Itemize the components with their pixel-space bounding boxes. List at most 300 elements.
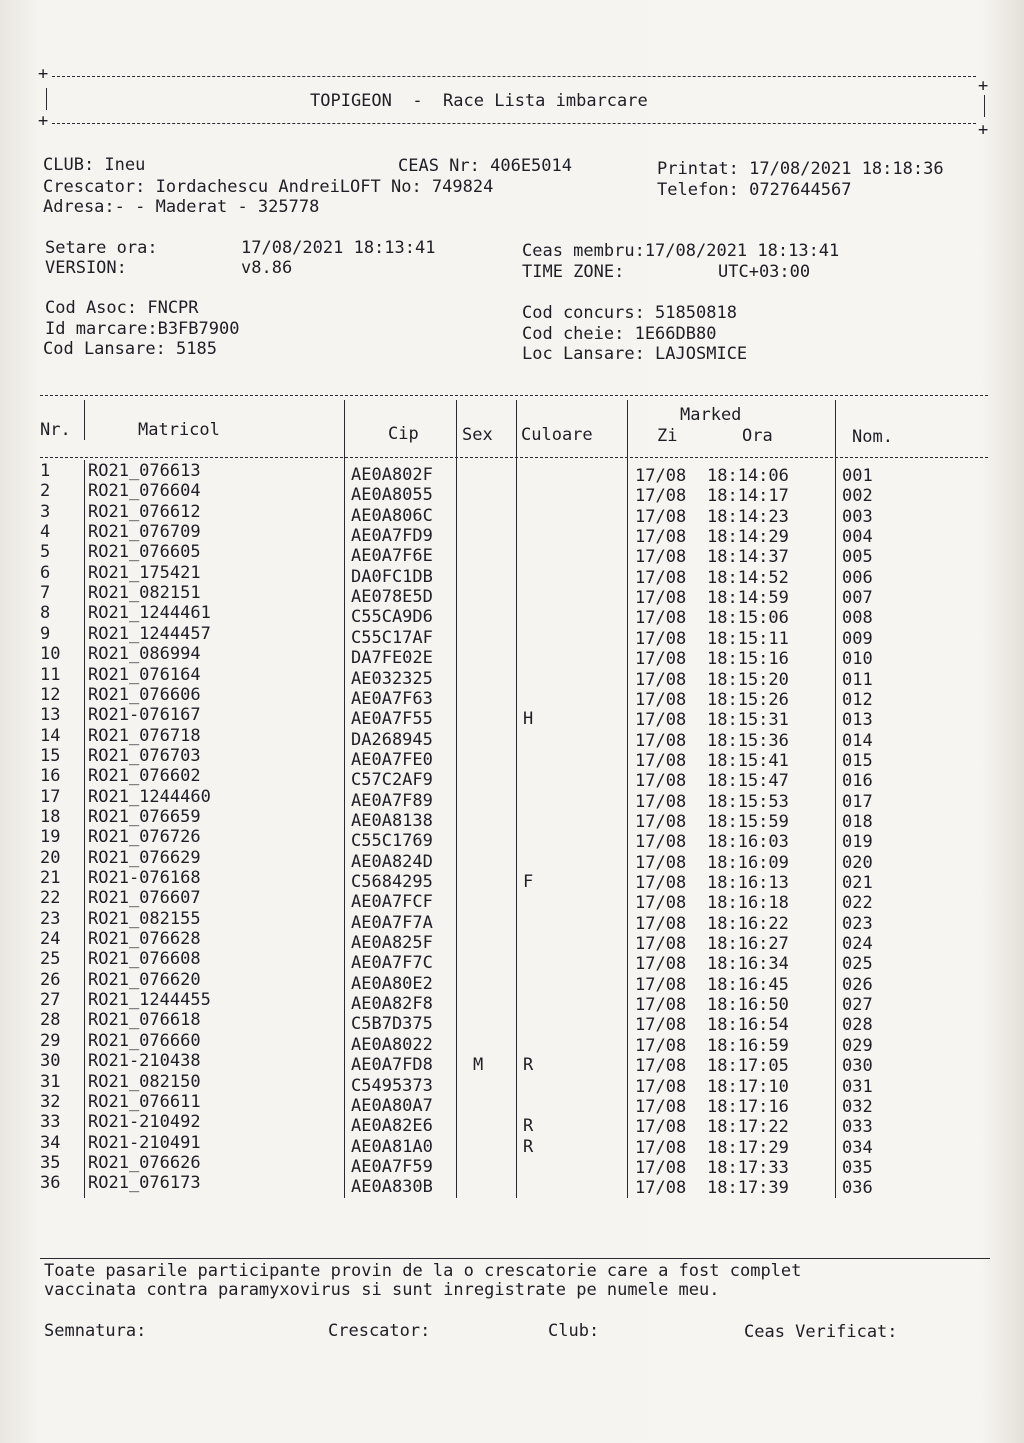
cell-nr: 22 xyxy=(40,888,61,909)
cell-zi: 17/08 xyxy=(635,567,687,588)
cell-culoare: R xyxy=(523,1055,534,1076)
cell-cip: AE0A82F8 xyxy=(351,994,433,1015)
cell-zi: 17/08 xyxy=(635,995,687,1016)
cell-nr: 20 xyxy=(40,847,61,868)
cell-ora: 18:16:22 xyxy=(707,913,789,934)
cell-ora: 18:15:11 xyxy=(707,628,789,649)
cell-nr: 10 xyxy=(40,644,61,665)
cell-nr: 13 xyxy=(40,705,61,726)
table-row xyxy=(0,990,1024,1016)
cell-zi: 17/08 xyxy=(635,1035,687,1056)
cell-nom: 033 xyxy=(842,1117,873,1138)
cell-cip: DA0FC1DB xyxy=(351,566,433,587)
cell-zi: 17/08 xyxy=(635,1178,687,1199)
cell-nr: 35 xyxy=(40,1152,61,1173)
cell-matricol: RO21_076659 xyxy=(88,806,201,827)
table-row xyxy=(0,766,1024,792)
cell-nom: 027 xyxy=(842,995,873,1016)
cell-cip: AE0A7F89 xyxy=(351,790,433,811)
cell-matricol: RO21_076620 xyxy=(88,969,201,990)
club-signature-label: Club: xyxy=(548,1321,600,1341)
cell-ora: 18:15:41 xyxy=(707,750,789,771)
cell-ora: 18:17:10 xyxy=(707,1076,789,1097)
cell-cip: AE0A802F xyxy=(351,465,433,485)
title-box-right-border xyxy=(984,95,985,117)
cell-ora: 18:14:29 xyxy=(707,527,789,548)
cell-nr: 28 xyxy=(40,1010,61,1031)
cell-cip: AE0A7FCF xyxy=(351,892,433,913)
club-field: CLUB: Ineu xyxy=(43,155,146,175)
header-culoare: Culoare xyxy=(521,425,593,445)
table-row xyxy=(0,623,1024,649)
header-ora: Ora xyxy=(742,426,773,446)
cell-nom: 034 xyxy=(842,1137,873,1158)
cell-culoare: R xyxy=(523,1136,534,1157)
cell-nom: 017 xyxy=(842,791,873,812)
cell-nom: 002 xyxy=(842,486,873,507)
cell-nr: 7 xyxy=(40,583,51,604)
title-box-bottom-border xyxy=(52,123,976,124)
time-zone-value: UTC+03:00 xyxy=(718,262,811,282)
cell-matricol: RO21_082155 xyxy=(88,908,201,929)
cell-nr: 17 xyxy=(40,786,61,807)
cell-ora: 18:16:50 xyxy=(707,995,789,1016)
cell-matricol: RO21_076628 xyxy=(88,929,201,950)
cell-nom: 020 xyxy=(842,852,873,873)
cell-nom: 009 xyxy=(842,628,873,649)
cell-cip: C5495373 xyxy=(351,1075,433,1096)
cell-cip: C55C17AF xyxy=(351,627,433,648)
cell-matricol: RO21_076718 xyxy=(88,725,201,746)
table-row xyxy=(0,969,1024,995)
cell-matricol: RO21_076626 xyxy=(88,1152,201,1173)
title-box-corner-bl: + xyxy=(38,111,49,131)
page-title: TOPIGEON - Race Lista imbarcare xyxy=(310,91,648,111)
cell-cip: AE0A830B xyxy=(351,1177,433,1198)
cell-zi: 17/08 xyxy=(635,506,687,527)
cell-nr: 26 xyxy=(40,969,61,990)
table-row xyxy=(0,501,1024,527)
cell-nr: 14 xyxy=(40,725,61,746)
cell-culoare: R xyxy=(523,1116,534,1137)
cell-ora: 18:15:53 xyxy=(707,791,789,812)
cell-matricol: RO21_076709 xyxy=(88,522,201,543)
cell-nr: 24 xyxy=(40,929,61,950)
cell-nom: 013 xyxy=(842,710,873,731)
cell-cip: AE0A81A0 xyxy=(351,1136,433,1157)
cell-cip: C5B7D375 xyxy=(351,1014,433,1035)
cell-nr: 19 xyxy=(40,827,61,848)
cell-cip: DA7FE02E xyxy=(351,648,433,669)
cell-nom: 019 xyxy=(842,832,873,853)
cell-ora: 18:17:05 xyxy=(707,1056,789,1077)
table-row xyxy=(0,868,1024,893)
cell-matricol: RO21_082150 xyxy=(88,1071,201,1092)
cell-matricol: RO21_076629 xyxy=(88,847,201,868)
cell-nr: 36 xyxy=(40,1173,61,1194)
cell-culoare: F xyxy=(523,872,534,892)
cell-nom: 035 xyxy=(842,1157,873,1178)
cell-ora: 18:15:36 xyxy=(707,730,789,751)
cell-zi: 17/08 xyxy=(635,1015,687,1036)
cell-ora: 18:17:33 xyxy=(707,1157,789,1178)
cell-zi: 17/08 xyxy=(635,791,687,812)
version-value: v8.86 xyxy=(241,258,293,278)
cell-nom: 018 xyxy=(842,811,873,832)
cell-cip: AE0A7F6E xyxy=(351,546,433,567)
vaccination-statement-line2: vaccinata contra paramyxovirus si sunt inregistrate pe numele meu. xyxy=(44,1280,720,1300)
cell-zi: 17/08 xyxy=(635,588,687,609)
cell-nr: 33 xyxy=(40,1112,61,1133)
table-row xyxy=(0,1091,1024,1117)
id-marcare-field: Id marcare:B3FB7900 xyxy=(45,319,240,339)
cell-nom: 030 xyxy=(842,1056,873,1077)
cell-nr: 25 xyxy=(40,949,61,970)
cell-ora: 18:16:59 xyxy=(707,1035,789,1056)
cell-ora: 18:17:29 xyxy=(707,1137,789,1158)
cell-nom: 023 xyxy=(842,913,873,934)
cell-matricol: RO21_076618 xyxy=(88,1010,201,1031)
cell-cip: AE0A82E6 xyxy=(351,1116,433,1137)
cell-matricol: RO21_1244455 xyxy=(88,990,211,1011)
title-box-top-border xyxy=(52,76,976,77)
cell-nom: 007 xyxy=(842,588,873,609)
cell-nr: 29 xyxy=(40,1030,61,1051)
cell-ora: 18:14:06 xyxy=(707,466,789,486)
cell-cip: AE0A7F7C xyxy=(351,953,433,974)
crescator-field: Crescator: Iordachescu AndreiLOFT No: 749824 xyxy=(43,177,494,197)
table-row xyxy=(0,745,1024,771)
table-row xyxy=(0,806,1024,832)
cell-cip: AE0A7F55 xyxy=(351,709,433,730)
cell-nr: 34 xyxy=(40,1132,61,1153)
cell-cip: AE032325 xyxy=(351,668,433,689)
cell-zi: 17/08 xyxy=(635,1096,687,1117)
cell-zi: 17/08 xyxy=(635,608,687,629)
cell-zi: 17/08 xyxy=(635,466,687,486)
cell-nom: 016 xyxy=(842,771,873,792)
table-row xyxy=(0,786,1024,812)
table-row xyxy=(0,664,1024,690)
cell-nom: 031 xyxy=(842,1076,873,1097)
table-row xyxy=(0,908,1024,934)
cell-ora: 18:16:27 xyxy=(707,934,789,955)
cell-cip: AE0A824D xyxy=(351,851,433,872)
cell-zi: 17/08 xyxy=(635,852,687,873)
cell-cip: AE0A8055 xyxy=(351,485,433,506)
table-row xyxy=(0,1010,1024,1036)
cell-ora: 18:16:03 xyxy=(707,832,789,853)
cell-ora: 18:17:22 xyxy=(707,1117,789,1138)
table-row xyxy=(0,1071,1024,1097)
cell-zi: 17/08 xyxy=(635,832,687,853)
setare-ora-value: 17/08/2021 18:13:41 xyxy=(241,238,436,258)
cell-ora: 18:16:54 xyxy=(707,1015,789,1036)
setare-ora-label: Setare ora: xyxy=(45,238,158,258)
cod-concurs-field: Cod concurs: 51850818 xyxy=(522,303,737,323)
cell-zi: 17/08 xyxy=(635,1157,687,1178)
cell-zi: 17/08 xyxy=(635,954,687,975)
cell-nr: 30 xyxy=(40,1051,61,1072)
table-row xyxy=(0,522,1024,548)
cell-nr: 1 xyxy=(40,461,51,481)
cell-zi: 17/08 xyxy=(635,811,687,832)
cell-nom: 028 xyxy=(842,1015,873,1036)
cell-cip: DA268945 xyxy=(351,729,433,750)
cell-cip: AE0A7FD9 xyxy=(351,526,433,547)
cell-matricol: RO21_076726 xyxy=(88,827,201,848)
cell-matricol: RO21-210438 xyxy=(88,1051,201,1072)
cell-ora: 18:14:59 xyxy=(707,588,789,609)
header-nom: Nom. xyxy=(852,427,893,447)
header-matricol: Matricol xyxy=(138,420,220,440)
cell-nom: 010 xyxy=(842,649,873,670)
cell-zi: 17/08 xyxy=(635,893,687,914)
cell-zi: 17/08 xyxy=(635,934,687,955)
cell-cip: AE0A7F7A xyxy=(351,912,433,933)
cell-nom: 003 xyxy=(842,506,873,527)
header-marked: Marked xyxy=(680,405,742,425)
cell-zi: 17/08 xyxy=(635,689,687,710)
cell-ora: 18:14:37 xyxy=(707,547,789,568)
cell-nr: 5 xyxy=(40,542,51,563)
cell-matricol: RO21-076168 xyxy=(88,868,201,888)
cell-cip: C55C1769 xyxy=(351,831,433,852)
cell-zi: 17/08 xyxy=(635,628,687,649)
table-row xyxy=(0,1051,1024,1077)
table-top-border xyxy=(40,395,988,396)
table-row xyxy=(0,949,1024,975)
table-row xyxy=(0,644,1024,670)
cell-nom: 032 xyxy=(842,1096,873,1117)
title-box-corner-tl: + xyxy=(38,64,49,84)
cell-cip: AE0A7F63 xyxy=(351,688,433,709)
cell-nr: 31 xyxy=(40,1071,61,1092)
table-row xyxy=(0,461,1024,486)
title-box-corner-tr: + xyxy=(978,76,989,96)
cell-zi: 17/08 xyxy=(635,710,687,731)
cell-cip: AE078E5D xyxy=(351,587,433,608)
table-row xyxy=(0,603,1024,629)
header-nr: Nr. xyxy=(40,420,71,440)
table-row xyxy=(0,542,1024,568)
table-row xyxy=(0,481,1024,507)
cell-zi: 17/08 xyxy=(635,974,687,995)
crescator-signature-label: Crescator: xyxy=(328,1321,431,1341)
cell-matricol: RO21_076604 xyxy=(88,481,201,502)
cell-nom: 029 xyxy=(842,1035,873,1056)
cell-ora: 18:16:13 xyxy=(707,873,789,893)
cell-matricol: RO21_1244457 xyxy=(88,623,211,644)
signature-label: Semnatura: xyxy=(44,1321,147,1341)
cell-matricol: RO21_076607 xyxy=(88,888,201,909)
cell-zi: 17/08 xyxy=(635,486,687,507)
cell-nr: 21 xyxy=(40,868,61,888)
header-zi: Zi xyxy=(657,426,678,446)
cell-matricol: RO21-076167 xyxy=(88,705,201,726)
cell-cip: C5684295 xyxy=(351,872,433,892)
cell-matricol: RO21_076703 xyxy=(88,745,201,766)
cell-ora: 18:16:45 xyxy=(707,974,789,995)
cell-cip: AE0A80E2 xyxy=(351,973,433,994)
version-label: VERSION: xyxy=(45,258,127,278)
cell-zi: 17/08 xyxy=(635,873,687,893)
col-sep-nr xyxy=(84,400,85,440)
cell-nom: 036 xyxy=(842,1178,873,1199)
cell-matricol: RO21-210492 xyxy=(88,1112,201,1133)
table-row xyxy=(0,705,1024,731)
vaccination-statement-line1: Toate pasarile participante provin de la o crescatorie care a fost complet xyxy=(44,1261,802,1281)
cell-ora: 18:17:16 xyxy=(707,1096,789,1117)
cell-nom: 015 xyxy=(842,750,873,771)
table-row xyxy=(0,1173,1024,1199)
cell-cip: AE0A7F59 xyxy=(351,1156,433,1177)
cell-matricol: RO21_076612 xyxy=(88,501,201,522)
cod-asoc-field: Cod Asoc: FNCPR xyxy=(45,298,199,318)
table-row xyxy=(0,684,1024,710)
cell-matricol: RO21_082151 xyxy=(88,583,201,604)
clock-verified-label: Ceas Verificat: xyxy=(744,1322,898,1342)
cell-matricol: RO21_076605 xyxy=(88,542,201,563)
cell-matricol: RO21_076606 xyxy=(88,684,201,705)
cell-ora: 18:15:47 xyxy=(707,771,789,792)
cell-matricol: RO21_076611 xyxy=(88,1091,201,1112)
cell-nom: 012 xyxy=(842,689,873,710)
cell-ora: 18:16:09 xyxy=(707,852,789,873)
cell-nom: 014 xyxy=(842,730,873,751)
table-row xyxy=(0,1112,1024,1138)
cell-zi: 17/08 xyxy=(635,649,687,670)
cell-nr: 4 xyxy=(40,522,51,543)
cell-cip: AE0A825F xyxy=(351,933,433,954)
cell-ora: 18:15:31 xyxy=(707,710,789,731)
table-header-border xyxy=(40,457,988,458)
cell-matricol: RO21_076660 xyxy=(88,1030,201,1051)
cell-nom: 004 xyxy=(842,527,873,548)
cell-zi: 17/08 xyxy=(635,913,687,934)
cell-cip: C55CA9D6 xyxy=(351,607,433,628)
table-row xyxy=(0,725,1024,751)
cell-cip: C57C2AF9 xyxy=(351,770,433,791)
cell-ora: 18:17:39 xyxy=(707,1178,789,1199)
title-box-corner-br: + xyxy=(978,120,989,140)
header-cip: Cip xyxy=(388,424,419,444)
cell-matricol: RO21_1244461 xyxy=(88,603,211,624)
cell-ora: 18:14:23 xyxy=(707,506,789,527)
cell-nom: 025 xyxy=(842,954,873,975)
cell-nr: 23 xyxy=(40,908,61,929)
cell-matricol: RO21_1244460 xyxy=(88,786,211,807)
table-row xyxy=(0,929,1024,955)
cell-nom: 008 xyxy=(842,608,873,629)
table-row xyxy=(0,562,1024,588)
cell-zi: 17/08 xyxy=(635,547,687,568)
cell-ora: 18:15:20 xyxy=(707,669,789,690)
adresa-field: Adresa:- - Maderat - 325778 xyxy=(43,197,320,217)
cell-nr: 12 xyxy=(40,684,61,705)
cell-zi: 17/08 xyxy=(635,750,687,771)
cell-nr: 16 xyxy=(40,766,61,787)
cell-cip: AE0A8138 xyxy=(351,810,433,831)
table-row xyxy=(0,827,1024,853)
cell-matricol: RO21_076613 xyxy=(88,461,201,481)
cell-matricol: RO21_086994 xyxy=(88,644,201,665)
table-row xyxy=(0,1030,1024,1056)
cell-nr: 15 xyxy=(40,745,61,766)
cell-nom: 026 xyxy=(842,974,873,995)
cell-matricol: RO21_076173 xyxy=(88,1173,201,1194)
cell-ora: 18:15:59 xyxy=(707,811,789,832)
cell-nr: 32 xyxy=(40,1091,61,1112)
table-row xyxy=(0,1152,1024,1178)
cell-matricol: RO21_175421 xyxy=(88,562,201,583)
cell-ora: 18:15:16 xyxy=(707,649,789,670)
cell-nom: 006 xyxy=(842,567,873,588)
cell-ora: 18:16:34 xyxy=(707,954,789,975)
cod-lansare-field: Cod Lansare: 5185 xyxy=(43,339,217,359)
loc-lansare-field: Loc Lansare: LAJOSMICE xyxy=(522,344,748,364)
table-row xyxy=(0,847,1024,873)
cell-nom: 024 xyxy=(842,934,873,955)
ceas-membru-field: Ceas membru:17/08/2021 18:13:41 xyxy=(522,241,840,261)
cell-nr: 3 xyxy=(40,501,51,522)
cell-culoare: H xyxy=(523,709,534,730)
cell-cip: AE0A7FE0 xyxy=(351,749,433,770)
cell-zi: 17/08 xyxy=(635,1137,687,1158)
cell-zi: 17/08 xyxy=(635,1076,687,1097)
cell-cip: AE0A806C xyxy=(351,505,433,526)
cell-nom: 022 xyxy=(842,893,873,914)
time-zone-label: TIME ZONE: xyxy=(522,262,625,282)
table-row xyxy=(0,583,1024,609)
cell-nr: 18 xyxy=(40,806,61,827)
cell-nr: 11 xyxy=(40,664,61,685)
cell-nom: 001 xyxy=(842,466,873,486)
table-row xyxy=(0,1132,1024,1158)
cell-zi: 17/08 xyxy=(635,1117,687,1138)
cell-cip: AE0A7FD8 xyxy=(351,1055,433,1076)
cell-ora: 18:16:18 xyxy=(707,893,789,914)
cell-ora: 18:15:06 xyxy=(707,608,789,629)
cell-nom: 011 xyxy=(842,669,873,690)
cell-zi: 17/08 xyxy=(635,669,687,690)
header-sex: Sex xyxy=(462,425,493,445)
cell-sex: M xyxy=(473,1055,484,1076)
cell-matricol: RO21_076602 xyxy=(88,766,201,787)
cell-ora: 18:15:26 xyxy=(707,689,789,710)
cod-cheie-field: Cod cheie: 1E66DB80 xyxy=(522,324,717,344)
cell-nr: 2 xyxy=(40,481,51,502)
title-box-left-border xyxy=(46,88,47,110)
cell-ora: 18:14:17 xyxy=(707,486,789,507)
footer-divider xyxy=(40,1258,990,1259)
cell-nr: 27 xyxy=(40,990,61,1011)
cell-nom: 005 xyxy=(842,547,873,568)
cell-nr: 8 xyxy=(40,603,51,624)
cell-matricol: RO21-210491 xyxy=(88,1132,201,1153)
cell-ora: 18:14:52 xyxy=(707,567,789,588)
table-row xyxy=(0,888,1024,914)
cell-zi: 17/08 xyxy=(635,730,687,751)
telefon-field: Telefon: 0727644567 xyxy=(657,180,852,200)
cell-zi: 17/08 xyxy=(635,1056,687,1077)
printat-field: Printat: 17/08/2021 18:18:36 xyxy=(657,159,944,179)
cell-nr: 9 xyxy=(40,623,51,644)
cell-zi: 17/08 xyxy=(635,771,687,792)
cell-zi: 17/08 xyxy=(635,527,687,548)
cell-nom: 021 xyxy=(842,873,873,893)
cell-cip: AE0A80A7 xyxy=(351,1095,433,1116)
